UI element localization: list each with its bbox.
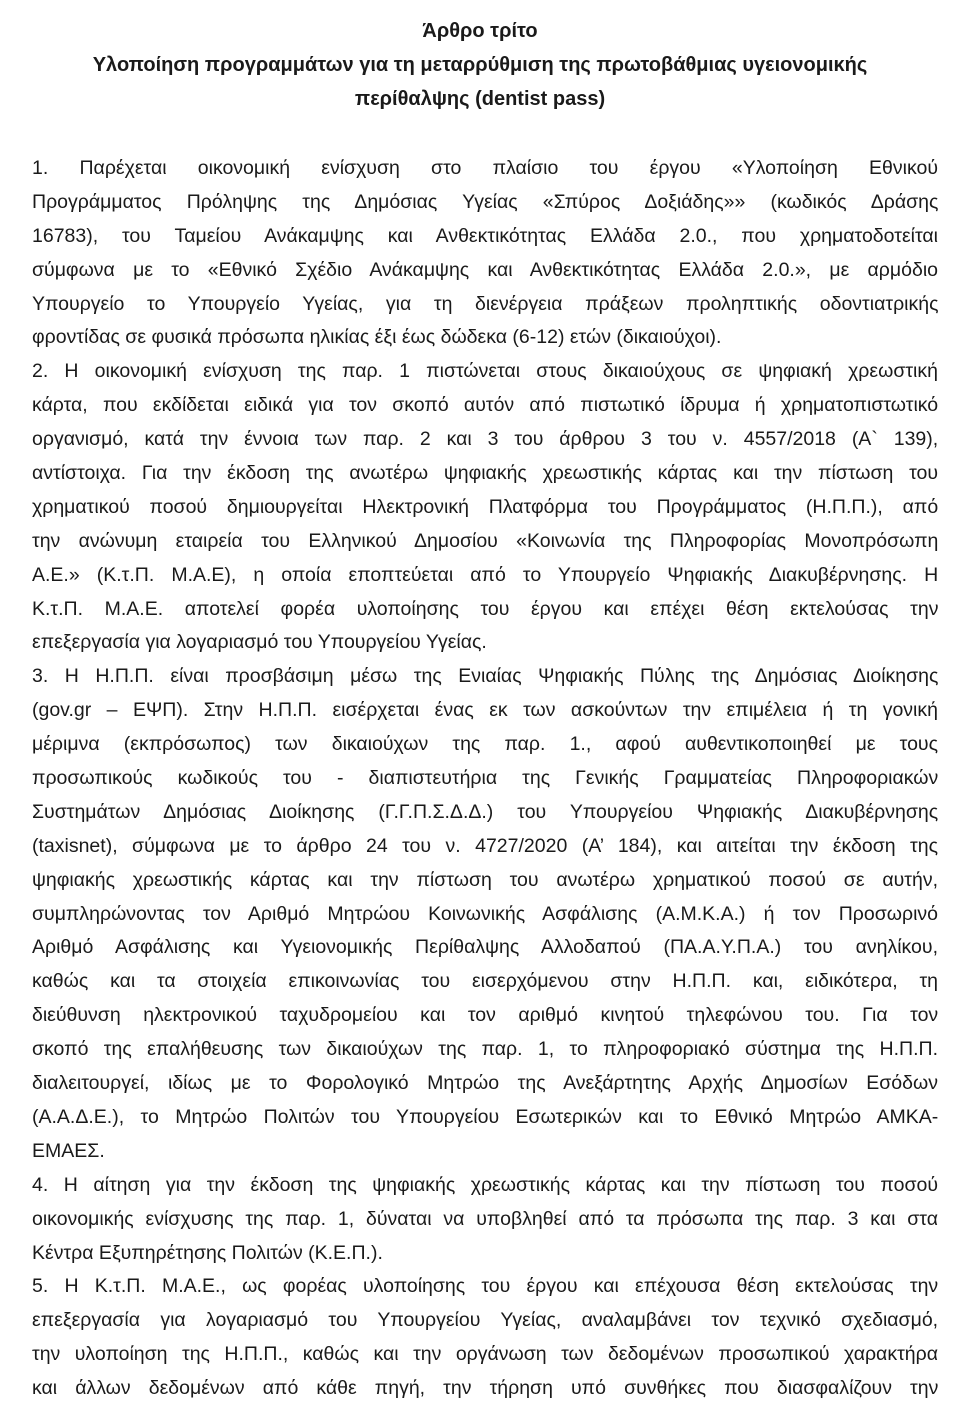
text-line: φροντίδας σε φυσικά πρόσωπα ηλικίας έξι έως δώδεκα (6-12) ετών (δικαιούχοι). [32,326,722,349]
text-line: (gov.gr – ΕΨΠ). Στην Η.Π.Π. εισέρχεται ένας εκ των ασκούντων την επιμέλεια ή τη γονική [32,699,938,722]
article-title-line-2: περίθαλψης (dentist pass) [354,88,606,110]
text-line: αντίστοιχα. Για την έκδοση της ανωτέρω ψηφιακής χρεωστικής κάρτας και την πίστωση του [32,462,939,485]
text-line: (taxisnet), σύμφωνα με το άρθρο 24 του ν. 4727/2020 (Α’ 184), και αιτείται την έκδοση της [32,834,938,857]
text-line: 16783), του Ταμείου Ανάκαμψης και Ανθεκτικότητας Ελλάδα 2.0., που χρηματοδοτείται [32,224,938,247]
text-line: Προγράμματος Πρόληψης της Δημόσιας Υγείας «Σπύρος Δοξιάδης»» (κωδικός Δράσης [32,190,939,213]
text-line: ΕΜΑΕΣ. [32,1139,105,1162]
text-line: Κ.τ.Π. Μ.Α.Ε. αποτελεί φορέα υλοποίησης του έργου και επέχει θέση εκτελούσας την [32,597,939,620]
text-line: 3. Η Η.Π.Π. είναι προσβάσιμη μέσω της Ενιαίας Ψηφιακής Πύλης της Δημόσιας Διοίκησης [32,665,939,688]
text-line: Αριθμό Ασφάλισης και Υγειονομικής Περίθαλψης Αλλοδαπού (ΠΑ.Α.Υ.Π.Α.) του ανηλίκου, [32,936,938,959]
text-line: σύμφωνα με το «Εθνικό Σχέδιο Ανάκαμψης και Ανθεκτικότητας Ελλάδα 2.0.», με αρμόδιο [32,258,938,281]
text-line: Α.Ε.» (Κ.τ.Π. Μ.Α.Ε), η οποία εποπτεύεται από το Υπουργείο Ψηφιακής Διακυβέρνησης. Η [32,563,939,586]
text-line: επεξεργασία για λογαριασμό του Υπουργείου Υγείας. [32,631,487,654]
text-line: χρηματικού ποσού δημιουργείται Ηλεκτρονική Πλατφόρμα του Προγράμματος (Η.Π.Π.), από [32,495,939,518]
text-line: διαλειτουργεί, ιδίως με το Φορολογικό Μητρώο της Ανεξάρτητης Αρχής Δημοσίων Εσόδων [32,1072,938,1095]
text-line: 5. Η Κ.τ.Π. Μ.Α.Ε., ως φορέας υλοποίησης του έργου και επέχουσα θέση εκτελούσας την [32,1275,939,1298]
text-line: (Α.Α.Δ.Ε.), το Μητρώο Πολιτών του Υπουργείου Εσωτερικών και το Εθνικό Μητρώο ΑΜΚΑ- [32,1105,939,1128]
text-line: συμπληρώνοντας τον Αριθμό Μητρώου Κοινωνικής Ασφάλισης (Α.Μ.Κ.Α.) ή τον Προσωρινό [32,902,938,925]
article-title-line-1: Υλοποίηση προγραμμάτων για τη μεταρρύθμιση της πρωτοβάθμιας υγειονομικής [92,54,868,76]
text-line: Υπουργείο το Υπουργείο Υγείας, για τη διενέργεια πράξεων προληπτικής οδοντιατρικής [32,292,939,315]
article-body [32,152,938,1406]
text-line: προσωπικούς κωδικούς του - διαπιστευτήρια της Γενικής Γραμματείας Πληροφοριακών [32,767,939,790]
text-line: σκοπό της επαλήθευσης των δικαιούχων της παρ. 1, το πληροφοριακό σύστημα της Η.Π.Π. [32,1038,938,1061]
text-line: την υλοποίηση της Η.Π.Π., καθώς και την οργάνωση των δεδομένων προσωπικού χαρακτήρα [32,1343,938,1366]
text-line: Κέντρα Εξυπηρέτησης Πολιτών (Κ.Ε.Π.). [32,1241,383,1264]
text-line: κάρτα, που εκδίδεται ειδικά για τον σκοπό αυτόν από πιστωτικό ίδρυμα ή χρηματοπιστωτικό [32,394,939,417]
text-line: 4. Η αίτηση για την έκδοση της ψηφιακής χρεωστικής κάρτας και την πίστωση του ποσού [32,1173,938,1196]
text-line: μέριμνα (εκπρόσωπος) των δικαιούχων της παρ. 1., αφού αυθεντικοποιηθεί με τους [32,733,938,756]
text-line: και άλλων δεδομένων από κάθε πηγή, την τήρηση υπό συνθήκες που διασφαλίζουν την [32,1377,939,1400]
text-line: επεξεργασία για λογαριασμό του Υπουργείου Υγείας, αναλαμβάνει τον τεχνικό σχεδιασμό, [32,1309,939,1332]
text-line: 1. Παρέχεται οικονομική ενίσχυση στο πλαίσιο του έργου «Υλοποίηση Εθνικού [32,157,938,179]
text-line: ψηφιακής χρεωστικής κάρτας και την πίστωση του ανωτέρω χρηματικού ποσού σε αυτήν, [32,868,938,891]
text-line: καθώς και τα στοιχεία επικοινωνίας του εισερχόμενου στην Η.Π.Π. και, ειδικότερα, τη [32,970,938,993]
article-header [0,14,960,116]
text-line: 2. Η οικονομική ενίσχυση της παρ. 1 πιστώνεται στους δικαιούχους σε ψηφιακή χρεωστική [32,360,938,383]
text-line: διεύθυνση ηλεκτρονικού ταχυδρομείου και τον αριθμό κινητού τηλεφώνου του. Για τον [32,1004,939,1027]
text-line: οργανισμό, κατά την έννοια των παρ. 2 και 3 του άρθρου 3 του ν. 4557/2018 (Α` 139), [32,428,939,451]
article-number: Άρθρο τρίτο [422,20,538,42]
text-line: οικονομικής ενίσχυσης της παρ. 1, δύναται να υποβληθεί από τα πρόσωπα της παρ. 3 και στα [32,1207,938,1230]
text-line: Συστημάτων Δημόσιας Διοίκησης (Γ.Γ.Π.Σ.Δ.Δ.) του Υπουργείου Ψηφιακής Διακυβέρνησης [32,800,939,823]
text-line: την ανώνυμη εταιρεία του Ελληνικού Δημοσίου «Κοινωνία της Πληροφορίας Μονοπρόσωπη [32,529,939,552]
